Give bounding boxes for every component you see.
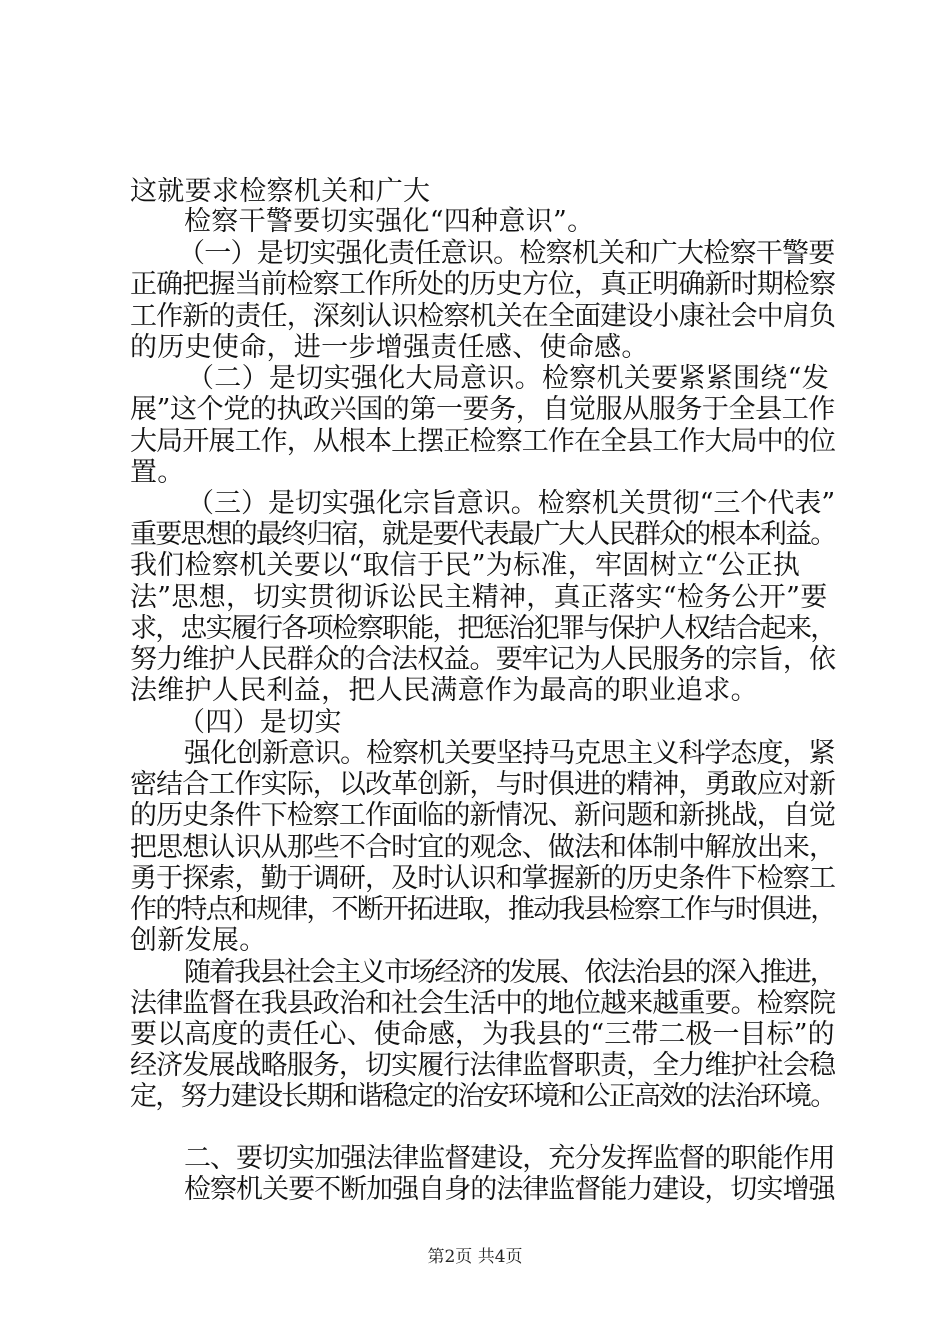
text-line: （四）是切实 [178,707,342,738]
text-line: 正确把握当前检察工作所处的历史方位，真正明确新时期检察 [130,269,836,300]
text-line: 法维护人民利益，把人民满意作为最高的职业追求。 [130,675,758,706]
text-line: 大局开展工作，从根本上摆正检察工作在全县工作大局中的位 [130,426,836,457]
text-line: 法”思想，切实贯彻诉讼民主精神，真正落实“检务公开”要 [130,582,828,613]
page-number: 第2页 共4页 [427,1247,523,1267]
text-line: 把思想认识从那些不合时宜的观念、做法和体制中解放出来， [130,832,836,863]
text-line: （三）是切实强化宗旨意识。检察机关贯彻“三个代表” [187,488,836,519]
text-line: 要以高度的责任心、使命感，为我县的“三带二极一目标”的 [130,1019,835,1050]
text-line: 随着我县社会主义市场经济的发展、依法治县的深入推进， [184,957,835,988]
text-line: 的历史条件下检察工作面临的新情况、新问题和新挑战，自觉 [130,800,836,831]
text-line: （二）是切实强化大局意识。检察机关要紧紧围绕“发 [187,363,830,394]
text-line: 创新发展。 [130,925,267,956]
section-heading: 二、要切实加强法律监督建设，充分发挥监督的职能作用 [184,1143,835,1174]
text-line: 经济发展战略服务，切实履行法律监督职责，全力维护社会稳 [130,1050,836,1081]
text-line: 检察干警要切实强化“四种意识”。 [184,206,595,237]
text-line: 密结合工作实际，以改革创新，与时俱进的精神，勇敢应对新 [130,769,836,800]
text-line: 勇于探索，勤于调研，及时认识和掌握新的历史条件下检察工 [130,863,836,894]
text-line: 工作新的责任，深刻认识检察机关在全面建设小康社会中肩负 [130,301,836,332]
text-line: 强化创新意识。检察机关要坚持马克思主义科学态度，紧 [184,738,835,769]
text-line: 检察机关要不断加强自身的法律监督能力建设，切实增强 [184,1174,835,1205]
text-line: 求，忠实履行各项检察职能，把惩治犯罪与保护人权结合起来， [130,613,836,644]
text-line: （一）是切实强化责任意识。检察机关和广大检察干警要 [178,238,835,269]
text-line: 展”这个党的执政兴国的第一要务，自觉服从服务于全县工作 [130,394,835,425]
text-line: 这就要求检察机关和广大 [130,176,431,207]
text-line: 置。 [130,457,185,488]
text-line: 法律监督在我县政治和社会生活中的地位越来越重要。检察院 [130,988,836,1019]
text-line: 我们检察机关要以“取信于民”为标准，牢固树立“公正执 [130,550,801,581]
page-footer [0,1246,950,1268]
text-line: 努力维护人民群众的合法权益。要牢记为人民服务的宗旨，依 [130,644,836,675]
text-line: 定，努力建设长期和谐稳定的治安环境和公正高效的法治环境。 [130,1081,836,1112]
text-line: 重要思想的最终归宿，就是要代表最广大人民群众的根本利益。 [130,519,836,550]
text-line: 的历史使命，进一步增强责任感、使命感。 [130,332,649,363]
text-line: 作的特点和规律，不断开拓进取，推动我县检察工作与时俱进， [130,894,836,925]
